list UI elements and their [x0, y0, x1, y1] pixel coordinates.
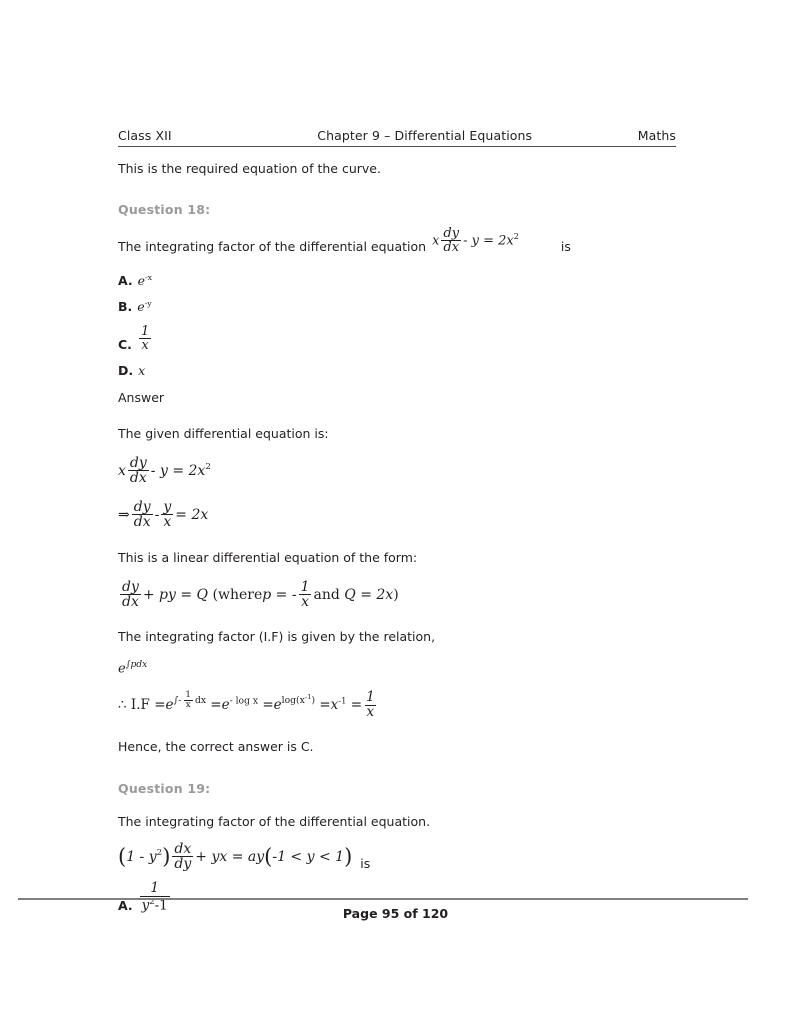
derivation-step-2: ⇒ $\frac{dy}{dx}$ - $\frac{y}{x}$ = 2x: [118, 499, 209, 531]
footer-divider: [18, 898, 748, 900]
question-18-equation: x $\frac{dy}{dx}$ - $y = 2x^2$: [432, 226, 519, 256]
question-19-label: Question 19:: [118, 780, 211, 796]
question-18-stem-suffix: is: [560, 239, 571, 255]
option-a-letter: A.: [118, 272, 133, 288]
header-left-class: Class XII: [118, 128, 172, 143]
question-18-stem: [118, 226, 718, 262]
intro-paragraph: This is the required equation of the curve.: [118, 161, 381, 176]
question-18-label: Question 18:: [118, 202, 211, 218]
option-d-letter: D.: [118, 363, 134, 379]
question-19-stem: The integrating factor of the differential equation.: [118, 813, 431, 829]
option-a-value: $e^{-x}$: [137, 272, 153, 288]
question-19-equation-row: [118, 842, 718, 872]
derivation-step-1: x $\frac{dy}{dx}$ - $y = 2x^2$: [118, 454, 211, 486]
header-center-chapter: Chapter 9 – Differential Equations: [317, 128, 533, 143]
option-b-letter: B.: [118, 298, 133, 314]
header-row: [118, 128, 676, 143]
option-a-q19-letter: A.: [118, 898, 133, 914]
given-equation-line: The given differential equation is:: [118, 425, 329, 441]
answer-label: Answer: [118, 390, 165, 406]
option-b-value: $e^{-y}$: [137, 298, 152, 314]
option-a-q19-value: $\frac{1}{y^2-1}$: [141, 880, 168, 914]
option-d-value: x: [138, 363, 146, 379]
footer-page-number: Page 95 of 120: [342, 906, 449, 921]
question-19-stem-suffix: is: [360, 856, 371, 872]
header-right-subject: Maths: [637, 128, 676, 143]
question-19-equation: $(1 - y^2)$ $\frac{dx}{dy}$ + yx = ay(-1 < y < 1): [118, 840, 353, 872]
header-divider: [118, 146, 676, 147]
question-18-stem-text: The integrating factor of the differential equation: [118, 239, 427, 255]
page-content: [118, 160, 718, 913]
option-c-value: $\frac{1}{x}$: [140, 323, 150, 354]
integrating-factor-relation-line: The integrating factor (I.F) is given by the relation,: [118, 629, 436, 645]
integrating-factor-expression: $e^{\int pdx}$: [118, 659, 148, 676]
option-d-q18[interactable]: [118, 363, 718, 378]
linear-form-equation: $\frac{dy}{dx}$ + py = Q (wherep = - $\frac{1}{x}$ and Q = 2x): [122, 578, 399, 611]
linear-form-line: This is a linear differential equation of the form:: [118, 549, 418, 565]
option-c-letter: C.: [118, 337, 132, 353]
page-header: [118, 128, 676, 147]
option-c-q18[interactable]: [118, 325, 718, 353]
option-b-q18[interactable]: [118, 299, 718, 314]
integrating-factor-derivation: ∴ $I.F =e^{\int- \frac{1}{x} dx} =e^{- log x} =e^{log(x^{-1})} =x^{-1}$ = $\frac{1}{x}$: [118, 688, 375, 720]
question-18-conclusion: Hence, the correct answer is C.: [118, 739, 314, 755]
option-a-q18[interactable]: [118, 273, 718, 288]
